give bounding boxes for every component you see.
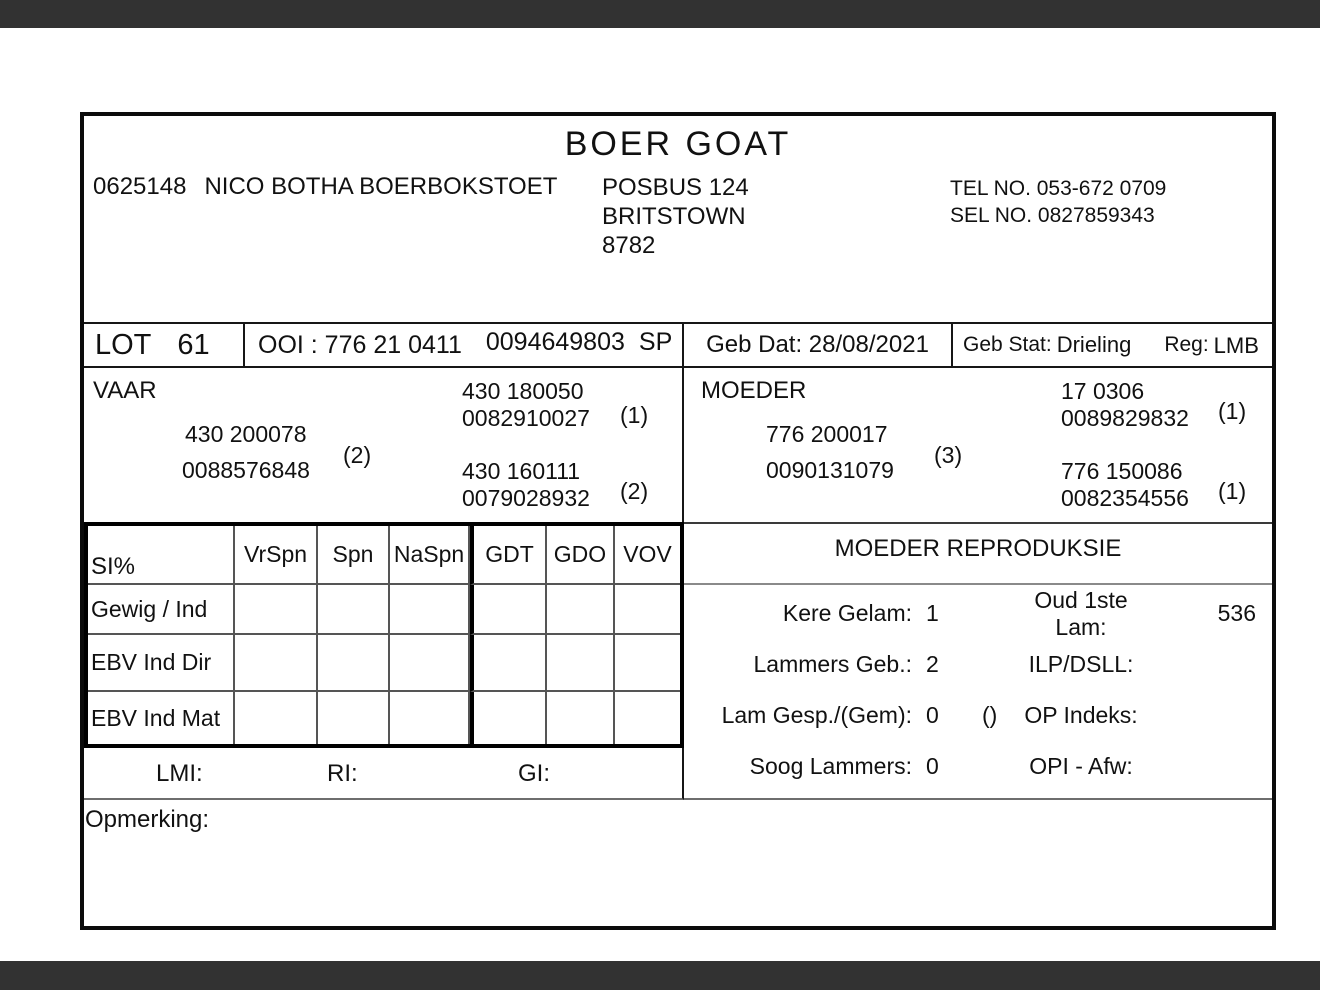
reg-value: LMB [1213,333,1259,358]
certificate-sheet [80,112,1276,930]
ewe-id: OOI : 776 21 0411 [258,330,462,359]
row-label-gewig: Gewig / Ind [88,585,235,635]
lam-gesp-gem-parens: () [982,702,998,728]
op-indeks-label: OP Indeks: [1024,702,1138,728]
col-header-gdt: GDT [470,526,547,585]
reproduction-title: MOEDER REPRODUKSIE [684,524,1272,585]
contact-block [950,175,1166,229]
table-cell [470,635,547,692]
table-cell [615,635,680,692]
sire-reg: 0088576848 [182,457,310,483]
ilp-dsll-label: ILP/DSLL: [1028,651,1134,677]
dam-dam-count: (1) [1218,478,1247,504]
reproduction-panel [684,522,1272,800]
dam-sire-count: (1) [1218,398,1247,424]
remarks-label: Opmerking: [85,806,210,833]
table-cell [235,692,318,744]
table-cell [547,635,615,692]
soog-lammers-value: 0 [926,753,939,779]
oud-1ste-lam-label: Oud 1ste Lam: [1034,586,1128,640]
sire-section-label: VAAR [93,377,157,404]
sire-dam-reg: 0079028932 [462,485,590,511]
sire-dam-count: (2) [620,478,649,504]
ewe-reg-number: 0094649803 [485,327,625,356]
table-cell [470,692,547,744]
table-cell [235,585,318,635]
address-block [602,173,749,260]
sire-pedigree [84,368,684,522]
ewe-suffix: SP [638,327,673,356]
table-cell [615,585,680,635]
remarks-section [84,800,1272,926]
col-header-naspn: NaSpn [390,526,470,585]
repro-row-lam-gesp [684,690,1272,741]
table-cell [547,585,615,635]
repro-row-kere-gelam [684,588,1272,639]
owner-row [93,173,557,201]
dam-reg: 0090131079 [766,457,894,483]
address-line-1: POSBUS 124 [602,174,749,201]
table-cell [615,692,680,744]
col-header-gdo: GDO [547,526,615,585]
birth-status-label: Geb Stat: [963,333,1052,356]
dam-dam-reg: 0082354556 [1061,485,1189,511]
soog-lammers-label: Soog Lammers: [749,753,912,779]
birth-date-cell [684,324,953,366]
table-cell [318,585,390,635]
dam-pedigree [684,368,1272,522]
lot-number: 61 [177,328,210,361]
tel-number: TEL NO. 053-672 0709 [950,177,1167,200]
page-title: BOER GOAT [564,125,792,163]
table-cell [235,635,318,692]
address-line-2: BRITSTOWN [602,203,746,230]
table-cell [390,692,470,744]
address-line-3: 8782 [602,232,656,259]
table-cell [318,635,390,692]
repro-row-lammers-geb [684,639,1272,690]
member-number: 0625148 [93,173,187,200]
lot-row [84,322,1272,368]
gi-label: GI: [518,760,551,787]
row-label-ebv-mat: EBV Ind Mat [88,692,235,744]
table-cell [390,635,470,692]
col-header-vov: VOV [615,526,680,585]
lam-gesp-value: 0 [926,702,939,728]
sire-sire-count: (1) [620,402,649,428]
birth-status-cell [953,324,1272,366]
table-cell [318,692,390,744]
kere-gelam-value: 1 [926,600,939,626]
si-index-table [84,522,684,748]
oud-1ste-lam-value: 536 [1217,600,1256,626]
opi-afw-label: OPI - Afw: [1029,753,1133,779]
birth-status-value: Drieling [1056,332,1132,357]
dam-sire-id: 17 0306 [1061,378,1145,404]
pedigree-section [84,368,1272,522]
sire-id: 430 200078 [185,421,307,447]
ri-label: RI: [327,760,358,787]
sire-sire-reg: 0082910027 [462,405,590,431]
lam-gesp-label: Lam Gesp./(Gem): [721,702,912,728]
row-label-ebv-dir: EBV Ind Dir [88,635,235,692]
viewer-top-bar [0,0,1320,28]
ewe-id-cell [245,324,684,366]
table-cell [470,585,547,635]
col-header-vrspn: VrSpn [235,526,318,585]
dam-sire-reg: 0089829832 [1061,405,1189,431]
index-summary-row [84,748,684,800]
si-corner-label: SI% [88,526,235,585]
viewer-bottom-bar [0,961,1320,990]
lammers-geb-value: 2 [926,651,939,677]
cell-number: SEL NO. 0827859343 [950,204,1155,227]
table-cell [390,585,470,635]
sire-dam-id: 430 160111 [462,458,581,484]
sire-sire-id: 430 180050 [462,378,584,404]
lot-cell [84,324,245,366]
dam-count: (3) [934,442,963,468]
col-header-spn: Spn [318,526,390,585]
reproduction-rows [684,588,1272,792]
birth-date: Geb Dat: 28/08/2021 [706,331,929,358]
table-cell [547,692,615,744]
repro-row-soog-lammers [684,741,1272,792]
stud-name: NICO BOTHA BOERBOKSTOET [204,173,558,200]
dam-dam-id: 776 150086 [1061,458,1183,484]
kere-gelam-label: Kere Gelam: [782,600,912,626]
dam-id: 776 200017 [766,421,888,447]
reg-label: Reg: [1164,333,1209,356]
dam-section-label: MOEDER [701,377,807,404]
lmi-label: LMI: [156,760,203,787]
sire-count: (2) [343,442,372,468]
lammers-geb-label: Lammers Geb.: [753,651,912,677]
lot-label: LOT [95,328,152,361]
